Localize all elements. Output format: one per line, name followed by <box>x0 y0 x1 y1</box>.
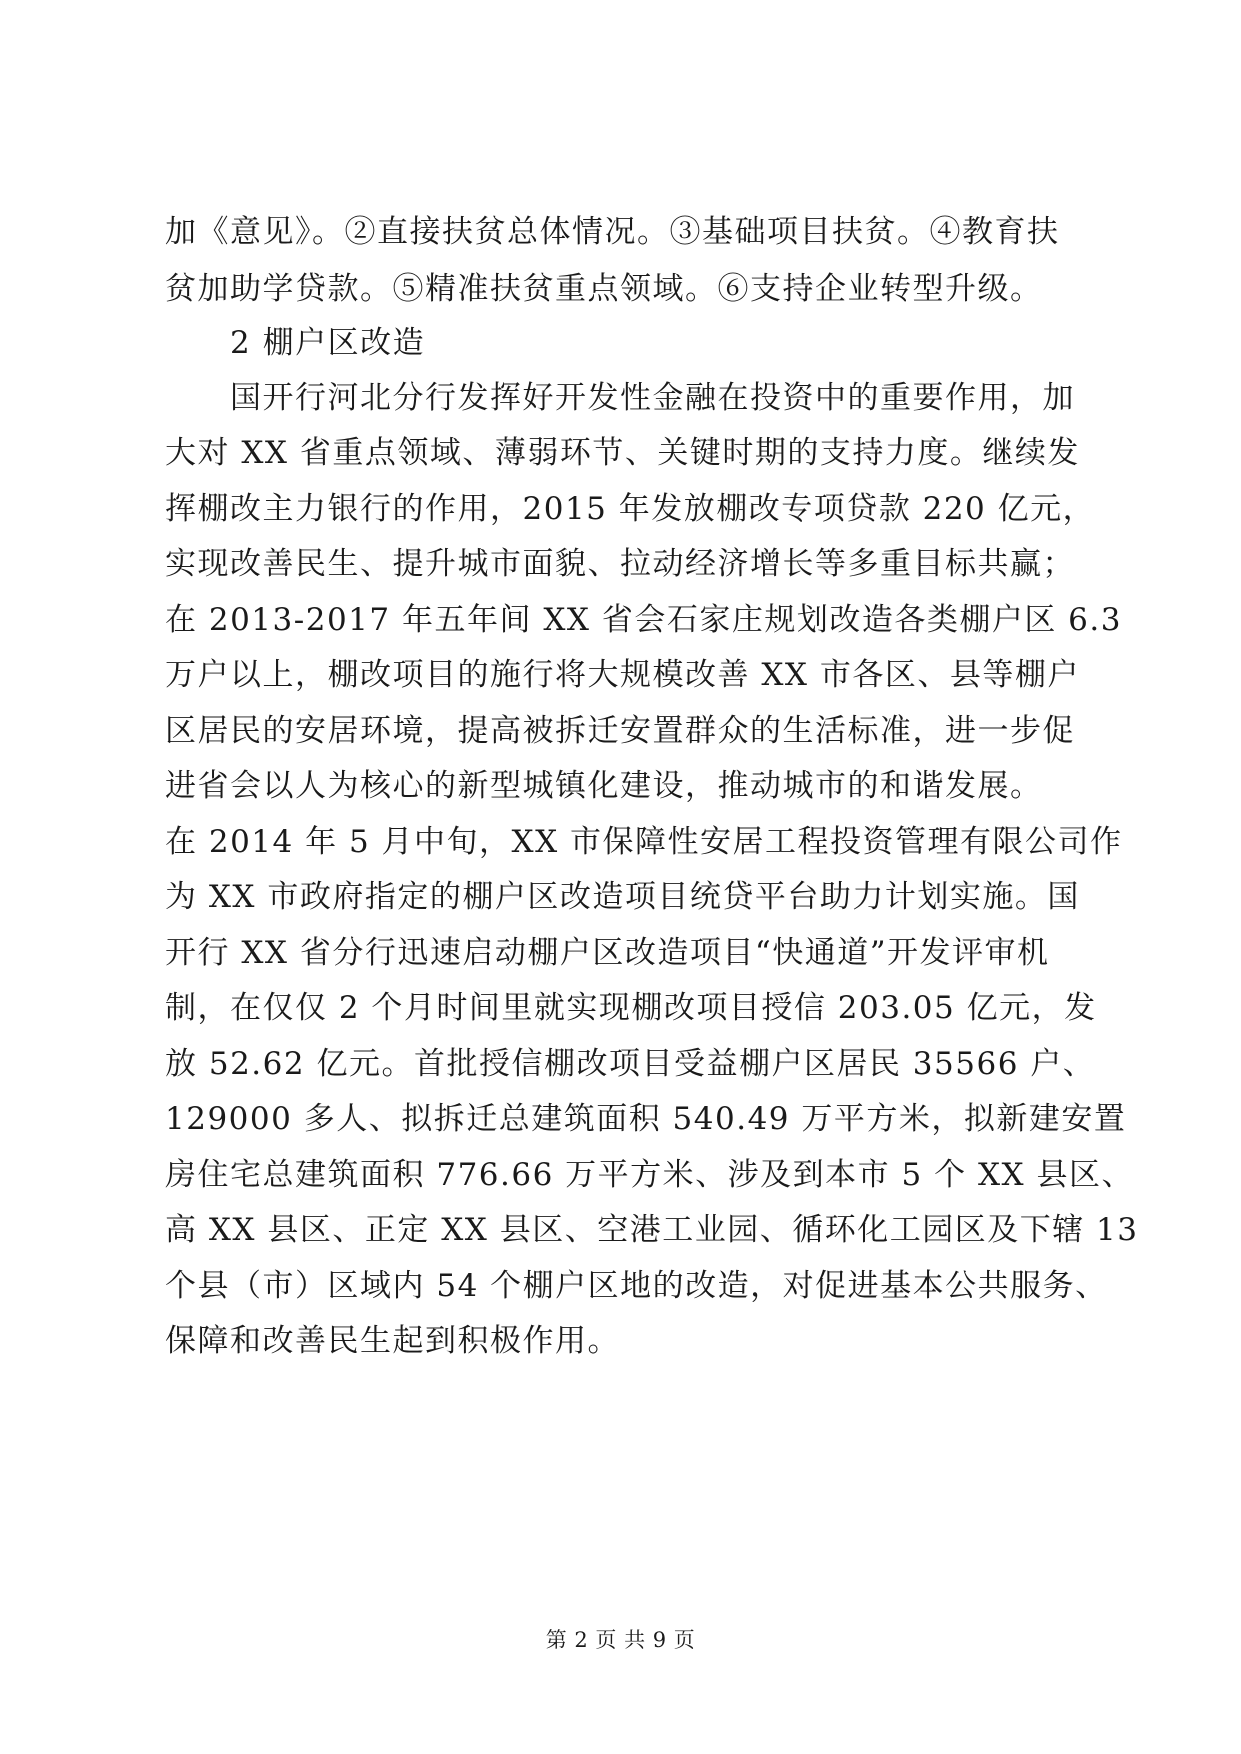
body-line: 加《意见》。②直接扶贫总体情况。③基础项目扶贫。④教育扶 <box>165 214 1060 250</box>
body-line: 万户以上，棚改项目的施行将大规模改善 XX 市各区、县等棚户 <box>165 657 1080 693</box>
page-footer: 第 2 页 共 9 页 <box>545 1628 696 1652</box>
body-line: 进省会以人为核心的新型城镇化建设，推动城市的和谐发展。 <box>165 768 1043 804</box>
body-line: 国开行河北分行发挥好开发性金融在投资中的重要作用，加 <box>230 380 1075 416</box>
body-line: 为 XX 市政府指定的棚户区改造项目统贷平台助力计划实施。国 <box>165 879 1080 915</box>
body-line: 贫加助学贷款。⑤精准扶贫重点领域。⑥支持企业转型升级。 <box>165 271 1043 307</box>
body-line: 区居民的安居环境，提高被拆迁安置群众的生活标准，进一步促 <box>165 713 1075 749</box>
body-line: 保障和改善民生起到积极作用。 <box>165 1323 620 1359</box>
body-line: 制，在仅仅 2 个月时间里就实现棚改项目授信 203.05 亿元，发 <box>165 990 1097 1026</box>
body-line: 129000 多人、拟拆迁总建筑面积 540.49 万平方米，拟新建安置 <box>165 1101 1127 1137</box>
body-line: 高 XX 县区、正定 XX 县区、空港工业园、循环化工园区及下辖 13 <box>165 1212 1139 1248</box>
body-line: 放 52.62 亿元。首批授信棚改项目受益棚户区居民 35566 户、 <box>165 1046 1096 1082</box>
body-line: 挥棚改主力银行的作用，2015 年发放棚改专项贷款 220 亿元， <box>165 491 1096 527</box>
section-heading: 2 棚户区改造 <box>230 325 426 361</box>
body-line: 在 2014 年 5 月中旬，XX 市保障性安居工程投资管理有限公司作 <box>165 824 1123 860</box>
body-line: 实现改善民生、提升城市面貌、拉动经济增长等多重目标共赢； <box>165 546 1075 582</box>
body-line: 房住宅总建筑面积 776.66 万平方米、涉及到本市 5 个 XX 县区、 <box>165 1157 1134 1193</box>
body-line: 个县（市）区域内 54 个棚户区地的改造，对促进基本公共服务、 <box>165 1268 1108 1304</box>
body-line: 开行 XX 省分行迅速启动棚户区改造项目“快通道”开发评审机 <box>165 935 1050 971</box>
body-line: 在 2013-2017 年五年间 XX 省会石家庄规划改造各类棚户区 6.3 <box>165 602 1122 638</box>
body-line: 大对 XX 省重点领域、薄弱环节、关键时期的支持力度。继续发 <box>165 435 1080 471</box>
